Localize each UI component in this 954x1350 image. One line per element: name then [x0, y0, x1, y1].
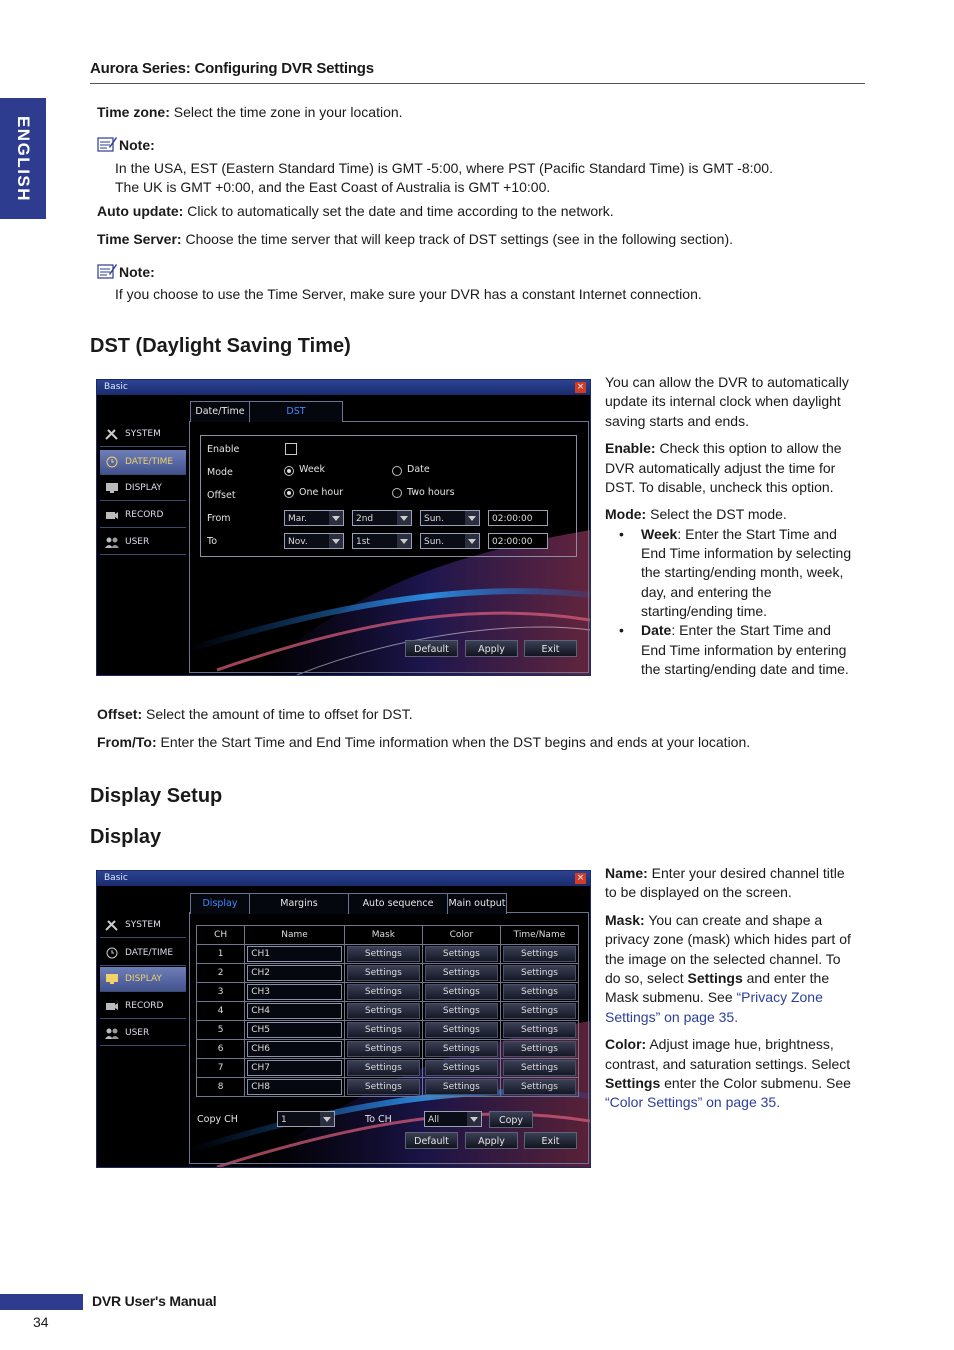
time-server-label: Time Server:: [97, 231, 182, 247]
sidebar-item-datetime[interactable]: DATE/TIME: [100, 450, 186, 475]
time-name-settings-button[interactable]: Settings: [503, 1041, 576, 1057]
channel-name-input[interactable]: CH2: [247, 965, 342, 981]
auto-update-label: Auto update:: [97, 203, 184, 219]
display-setup-heading: Display Setup: [90, 785, 223, 807]
monitor-icon: [105, 482, 119, 494]
footer-title: DVR User's Manual: [92, 1293, 217, 1309]
running-header: Aurora Series: Configuring DVR Settings: [90, 60, 374, 77]
copy-ch-label: Copy CH: [197, 1114, 238, 1125]
time-name-settings-button[interactable]: Settings: [503, 1079, 576, 1095]
clock-icon: [105, 456, 119, 468]
channel-rows: [197, 945, 579, 1097]
channel-number: 4: [197, 1002, 245, 1021]
note-2: [97, 263, 155, 283]
from-label: From: [207, 513, 231, 524]
chevron-down-icon: [465, 511, 479, 525]
time-name-cell: [500, 1040, 578, 1059]
mask-cell: [344, 1002, 422, 1021]
from-week-select[interactable]: 2nd: [352, 510, 412, 526]
color-cell: [422, 1059, 500, 1078]
time-name-settings-button[interactable]: Settings: [503, 1060, 576, 1076]
sidebar-item-system[interactable]: SYSTEM: [100, 422, 186, 447]
note-icon: [97, 263, 117, 279]
sidebar-item-display[interactable]: DISPLAY: [100, 967, 186, 992]
note-1-line-2: The UK is GMT +0:00, and the East Coast of Australia is GMT +10:00.: [115, 179, 551, 195]
color-settings-button[interactable]: Settings: [425, 1041, 498, 1057]
to-month-select[interactable]: Nov.: [284, 533, 344, 549]
privacy-zone-link[interactable]: “Privacy Zone Settings” on page 35.: [605, 989, 823, 1025]
mask-cell: [344, 1021, 422, 1040]
tab-datetime[interactable]: Date/Time: [190, 401, 250, 422]
table-row: [197, 983, 579, 1002]
table-row: [197, 1059, 579, 1078]
note-1: [97, 136, 155, 156]
mask-settings-button[interactable]: Settings: [347, 984, 420, 1000]
fromto-paragraph: [97, 733, 750, 753]
column-header-name: Name: [245, 926, 345, 945]
table-row: [197, 1078, 579, 1097]
fromto-text: Enter the Start Time and End Time information when the DST begins and ends at your location.: [156, 734, 751, 750]
close-icon[interactable]: ×: [576, 382, 585, 392]
color-cell: [422, 1078, 500, 1097]
auto-update-paragraph: [97, 202, 614, 222]
mask-settings-button[interactable]: Settings: [347, 1041, 420, 1057]
footer-bar: [0, 1294, 83, 1310]
mode-label: Mode: [207, 467, 233, 478]
channel-name-cell: [245, 945, 345, 964]
chevron-down-icon: [320, 1112, 334, 1126]
time-name-cell: [500, 1078, 578, 1097]
channel-number: 2: [197, 964, 245, 983]
mask-cell: [344, 964, 422, 983]
note-2-label: Note:: [119, 264, 155, 280]
time-name-cell: [500, 964, 578, 983]
tools-icon: [105, 428, 119, 440]
time-name-settings-button[interactable]: Settings: [503, 965, 576, 981]
to-time-input[interactable]: 02:00:00: [488, 533, 548, 549]
channel-name-cell: [245, 1078, 345, 1097]
dvr-titlebar: [97, 380, 590, 395]
apply-button[interactable]: Apply: [465, 640, 518, 657]
color-settings-button[interactable]: Settings: [425, 1022, 498, 1038]
mask-cell: [344, 1059, 422, 1078]
copy-button[interactable]: Copy: [489, 1111, 533, 1128]
table-row: [197, 1040, 579, 1059]
channel-number: 7: [197, 1059, 245, 1078]
mode-paragraph: [605, 505, 857, 524]
dst-description: [605, 373, 857, 679]
column-header-mask: Mask: [344, 926, 422, 945]
mask-cell: [344, 945, 422, 964]
tab-dst[interactable]: DST: [249, 401, 343, 422]
time-server-paragraph: [97, 230, 733, 250]
mask-settings-button[interactable]: Settings: [347, 1060, 420, 1076]
column-header-color: Color: [422, 926, 500, 945]
color-cell: [422, 1021, 500, 1040]
auto-update-text: Click to automatically set the date and time according to the network.: [183, 203, 614, 219]
color-settings-button[interactable]: Settings: [425, 1003, 498, 1019]
mask-cell: [344, 1078, 422, 1097]
channel-number: 1: [197, 945, 245, 964]
column-header-ch: CH: [197, 926, 245, 945]
color-cell: [422, 945, 500, 964]
name-text: Enter your desired channel title to be displayed on the screen.: [605, 865, 845, 901]
channel-number: 8: [197, 1078, 245, 1097]
enable-label: Enable: [207, 444, 240, 455]
sidebar-item-user[interactable]: USER: [100, 530, 186, 555]
column-header-time-name: Time/Name: [500, 926, 578, 945]
camera-icon: [105, 1000, 119, 1012]
time-name-settings-button[interactable]: Settings: [503, 946, 576, 962]
offset-term: Offset:: [97, 706, 143, 722]
monitor-icon: [105, 973, 119, 985]
dvr-titlebar: [97, 871, 590, 886]
offset-one-hour-radio[interactable]: [284, 488, 294, 498]
time-server-text: Choose the time server that will keep track of DST settings (see in the following section).: [181, 231, 734, 247]
channel-table: [196, 925, 579, 1097]
channel-name-input[interactable]: CH7: [247, 1060, 342, 1076]
header-rule: [90, 83, 865, 84]
channel-name-cell: [245, 1059, 345, 1078]
users-icon: [105, 536, 119, 548]
color-settings-button[interactable]: Settings: [425, 946, 498, 962]
tab-display[interactable]: Display: [190, 893, 250, 914]
time-name-cell: [500, 1021, 578, 1040]
mode-text: Select the DST mode.: [646, 506, 787, 523]
page-number: 34: [33, 1314, 49, 1330]
color-settings-link[interactable]: “Color Settings” on page 35.: [605, 1094, 781, 1111]
time-name-settings-button[interactable]: Settings: [503, 984, 576, 1000]
from-month-select[interactable]: Mar.: [284, 510, 344, 526]
mode-week-label: Week: [299, 464, 326, 475]
list-item: • Date: Enter the Start Time and End Time information by entering the starting/ending date and time.: [605, 621, 857, 679]
note-1-label: Note:: [119, 137, 155, 153]
from-time-input[interactable]: 02:00:00: [488, 510, 548, 526]
channel-name-input[interactable]: CH4: [247, 1003, 342, 1019]
offset-two-hours-label: Two hours: [407, 487, 455, 498]
table-row: [197, 1002, 579, 1021]
mode-week-radio[interactable]: [284, 466, 294, 476]
copy-to-select[interactable]: All: [424, 1111, 482, 1127]
name-term: Name:: [605, 865, 648, 881]
note-icon: [97, 136, 117, 152]
time-name-cell: [500, 983, 578, 1002]
name-paragraph: [605, 864, 855, 903]
time-name-settings-button[interactable]: Settings: [503, 1003, 576, 1019]
timezone-label: Time zone:: [97, 104, 170, 120]
color-cell: [422, 964, 500, 983]
tab-auto-sequence[interactable]: Auto sequence: [348, 893, 448, 914]
time-name-cell: [500, 1059, 578, 1078]
clock-icon: [105, 947, 119, 959]
apply-button[interactable]: Apply: [465, 1132, 518, 1149]
mode-bullet-list: [605, 525, 857, 679]
language-tab-label: ENGLISH: [14, 115, 33, 202]
offset-label: Offset: [207, 490, 236, 501]
channel-name-input[interactable]: CH6: [247, 1041, 342, 1057]
channel-name-input[interactable]: CH8: [247, 1079, 342, 1095]
color-term: Color:: [605, 1036, 647, 1053]
sidebar-item-datetime[interactable]: DATE/TIME: [100, 941, 186, 966]
to-ch-label: To CH: [365, 1114, 392, 1125]
tab-margins[interactable]: Margins: [249, 893, 349, 914]
channel-name-input[interactable]: CH3: [247, 984, 342, 1000]
mode-date-label: Date: [407, 464, 430, 475]
tools-icon: [105, 919, 119, 931]
chevron-down-icon: [467, 1112, 481, 1126]
display-subheading: Display: [90, 826, 162, 848]
offset-one-hour-label: One hour: [299, 487, 344, 498]
enable-paragraph: [605, 439, 857, 497]
dvr-dst-screenshot: [96, 379, 591, 676]
chevron-down-icon: [465, 534, 479, 548]
camera-icon: [105, 509, 119, 521]
timezone-paragraph: [97, 103, 403, 123]
exit-button[interactable]: Exit: [524, 640, 577, 657]
time-name-cell: [500, 945, 578, 964]
channel-number: 6: [197, 1040, 245, 1059]
dst-intro-text: You can allow the DVR to automatically update its internal clock when daylight saving starts and ends.: [605, 374, 849, 429]
table-row: [197, 964, 579, 983]
channel-name-cell: [245, 1040, 345, 1059]
chevron-down-icon: [329, 534, 343, 548]
channel-name-input[interactable]: CH1: [247, 946, 342, 962]
dvr-title: Basic: [104, 873, 128, 883]
dvr-display-screenshot: [96, 870, 591, 1168]
mask-term: Mask:: [605, 911, 645, 928]
channel-name-cell: [245, 964, 345, 983]
offset-text: Select the amount of time to offset for DST.: [142, 706, 413, 722]
sidebar-item-record[interactable]: RECORD: [100, 994, 186, 1019]
table-row: [197, 1021, 579, 1040]
offset-paragraph: [97, 705, 413, 725]
offset-two-hours-radio[interactable]: [392, 488, 402, 498]
list-item: • Week: Enter the Start Time and End Time information by selecting the starting/ending month, week, day, and entering the starting/ending time.: [605, 525, 857, 621]
mask-settings-button[interactable]: Settings: [347, 946, 420, 962]
mask-cell: [344, 1040, 422, 1059]
sidebar-item-display[interactable]: DISPLAY: [100, 476, 186, 501]
color-settings-button[interactable]: Settings: [425, 1079, 498, 1095]
copy-from-select[interactable]: 1: [277, 1111, 335, 1127]
sidebar-item-system[interactable]: SYSTEM: [100, 913, 186, 938]
color-cell: [422, 1040, 500, 1059]
mask-settings-button[interactable]: Settings: [347, 1003, 420, 1019]
channel-number: 3: [197, 983, 245, 1002]
color-cell: [422, 983, 500, 1002]
display-description: [605, 864, 855, 1113]
enable-checkbox[interactable]: [285, 443, 297, 455]
channel-name-input[interactable]: CH5: [247, 1022, 342, 1038]
mask-settings-button[interactable]: Settings: [347, 1079, 420, 1095]
sidebar-item-record[interactable]: RECORD: [100, 503, 186, 528]
mask-cell: [344, 983, 422, 1002]
enable-text: Check this option to allow the DVR automatically adjust the time for DST. To disable, uncheck this option.: [605, 440, 842, 496]
mode-term: Mode:: [605, 506, 647, 523]
chevron-down-icon: [329, 511, 343, 525]
mask-settings-button[interactable]: Settings: [347, 1022, 420, 1038]
color-settings-button[interactable]: Settings: [425, 1060, 498, 1076]
chevron-down-icon: [397, 511, 411, 525]
from-day-select[interactable]: Sun.: [420, 510, 480, 526]
mode-date-radio[interactable]: [392, 466, 402, 476]
default-button[interactable]: Default: [405, 640, 458, 657]
color-cell: [422, 1002, 500, 1021]
fromto-term: From/To:: [97, 734, 157, 750]
exit-button[interactable]: Exit: [524, 1132, 577, 1149]
table-row: [197, 945, 579, 964]
to-week-select[interactable]: 1st: [352, 533, 412, 549]
tab-main-output[interactable]: Main output: [447, 893, 507, 914]
mask-settings-button[interactable]: Settings: [347, 965, 420, 981]
channel-name-cell: [245, 1002, 345, 1021]
color-settings-button[interactable]: Settings: [425, 965, 498, 981]
default-button[interactable]: Default: [405, 1132, 458, 1149]
mask-paragraph: Mask: You can create and shape a privacy zone (mask) which hides part of the image on the selected channel. To do so, select Settings and enter the Mask submenu. See “Privacy Zone Settings” on page 35.: [605, 911, 851, 1025]
dvr-title: Basic: [104, 382, 128, 392]
users-icon: [105, 1027, 119, 1039]
language-tab: [0, 98, 46, 219]
time-name-cell: [500, 1002, 578, 1021]
color-settings-button[interactable]: Settings: [425, 984, 498, 1000]
note-1-line-1: In the USA, EST (Eastern Standard Time) is GMT -5:00, where PST (Pacific Standard Time) is GMT -8:00.: [115, 160, 773, 176]
time-name-settings-button[interactable]: Settings: [503, 1022, 576, 1038]
enable-term: Enable:: [605, 440, 656, 457]
channel-name-cell: [245, 1021, 345, 1040]
chevron-down-icon: [397, 534, 411, 548]
dst-heading: DST (Daylight Saving Time): [90, 335, 351, 357]
note-2-text: If you choose to use the Time Server, make sure your DVR has a constant Internet connection.: [115, 286, 702, 302]
color-paragraph: Color: Adjust image hue, brightness, contrast, and saturation settings. Select Settings enter the Color submenu. See “Color Settings” on page 35.: [605, 1036, 851, 1111]
to-label: To: [207, 536, 218, 547]
close-icon[interactable]: ×: [576, 873, 585, 883]
to-day-select[interactable]: Sun.: [420, 533, 480, 549]
channel-name-cell: [245, 983, 345, 1002]
sidebar-item-user[interactable]: USER: [100, 1021, 186, 1046]
table-header-row: [197, 926, 579, 945]
timezone-text: Select the time zone in your location.: [169, 104, 403, 120]
channel-number: 5: [197, 1021, 245, 1040]
